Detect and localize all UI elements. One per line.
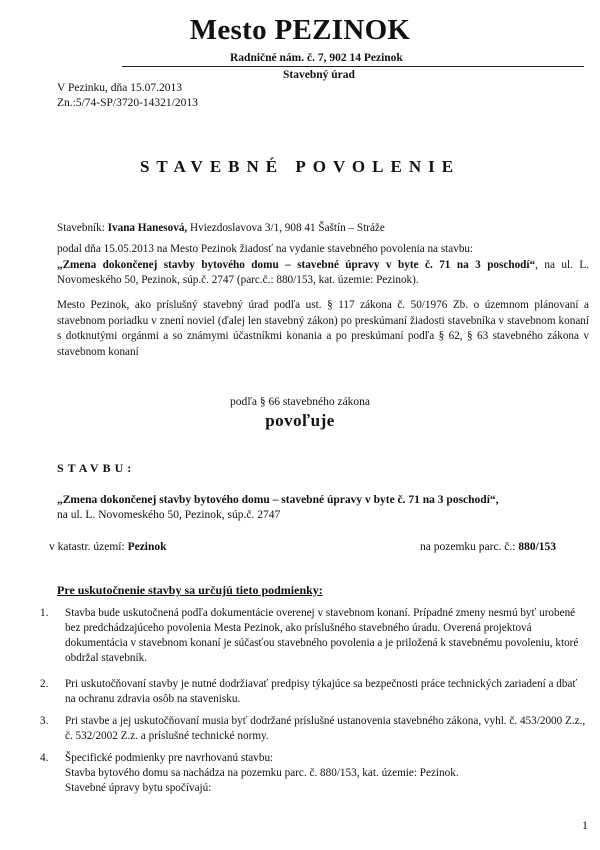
condition-item [40,714,588,744]
condition-item [40,677,588,707]
parcel-info [420,541,556,553]
request-construction-name: „Zmena dokončenej stavby bytového domu – stavebné úpravy v byte č. 71 na 3 poschodí“ [57,258,536,271]
reference-number: Zn.:5/74-SP/3720-14321/2013 [57,97,198,109]
cadastral-area-label: v katastr. území: [49,541,125,553]
condition-subtext: Stavba bytového domu sa nachádza na pozemku parc. č. 880/153, kat. územie: Pezinok. [65,767,459,779]
request-text: podal dňa 15.05.2013 na Mesto Pezinok žiadosť na vydanie stavebného povolenia na stavbu: [57,243,474,255]
condition-subtext: Stavebné úpravy bytu spočívajú: [65,782,212,794]
applicant-line [57,221,589,237]
municipality-title: Mesto PEZINOK [189,14,411,46]
condition-text: Pri stavbe a jej uskutočňovaní musia byť dodržané príslušné ustanovenia stavebného zákona, vyhl. č. 453/2000 Z.z., č. 532/2002 Z.z. a príslušné technické normy. [65,715,586,742]
condition-text: Pri uskutočňovaní stavby je nutné dodržiavať predpisy týkajúce sa bezpečnosti práce technických zariadení a dbať na ochranu zdravia osôb na stavenisku. [65,678,578,705]
condition-number: 4. [40,752,49,764]
condition-item [40,606,588,666]
condition-text: Stavba bude uskutočnená podľa dokumentácie overenej v stavebnom konaní. Prípadné zmeny nesmú byť urobené bez predchádzajúceho povolenia Mesta Pezinok, ako príslušného stavebného úradu. Overená projektová dokumentácia v stavebnom konaní je súčasťou stavebného povolenia a je priložená k stavebnému povoleniu, ktoré obdržal stavebník. [65,607,579,664]
header-divider [122,66,584,67]
request-paragraph [57,242,589,289]
page-number: 1 [582,818,588,832]
municipality-address: Radničné nám. č. 7, 902 14 Pezinok [230,52,403,64]
parcel-value: 880/153 [518,541,557,553]
condition-text: Špecifické podmienky pre navrhovanú stavbu: [65,752,274,764]
condition-number: 2. [40,678,49,690]
condition-item [40,751,588,796]
office-name: Stavebný úrad [283,69,355,81]
applicant-label: Stavebník: [57,222,105,234]
condition-number: 1. [40,607,49,619]
cadastral-area [49,541,167,553]
decision-verb: povoľuje [265,411,335,430]
parcel-label: na pozemku parc. č.: [420,541,516,553]
applicant-address: Hviezdoslavova 3/1, 908 41 Šaštín – Stráže [190,222,385,234]
cadastral-area-value: Pezinok [127,541,167,553]
request-location: , na ul. L. Novomeského 50, Pezinok, súp.č. 2747 (parc.č.: 880/153, kat. územie: Pezinok). [57,258,589,287]
condition-number: 3. [40,715,49,727]
legal-basis: podľa § 66 stavebného zákona [229,396,371,408]
date-line: V Pezinku, dňa 15.07.2013 [57,82,183,94]
document-title: STAVEBNÉ POVOLENIE [139,157,461,176]
authority-paragraph: Mesto Pezinok, ako príslušný stavebný úrad podľa ust. § 117 zákona č. 50/1976 Zb. o územnom plánovaní a stavebnom poriadku v znení noviel (ďalej len stavebný zákon) po preskúmaní žiadosti stavebníka v stavebnom konaní s dotknutými orgánmi a so známymi účastníkmi konania a po preskúmaní podľa § 62, § 63 stavebného zákona v stavebnom konaní [57,299,589,358]
stavbu-label: STAVBU: [57,461,136,475]
applicant-name: Ivana Hanesová, [107,222,188,234]
construction-name: „Zmena dokončenej stavby bytového domu – stavebné úpravy v byte č. 71 na 3 poschodí“, [57,494,499,506]
conditions-heading: Pre uskutočnenie stavby sa určujú tieto podmienky: [57,583,323,597]
construction-address: na ul. L. Novomeského 50, Pezinok, súp.č. 2747 [57,509,281,521]
